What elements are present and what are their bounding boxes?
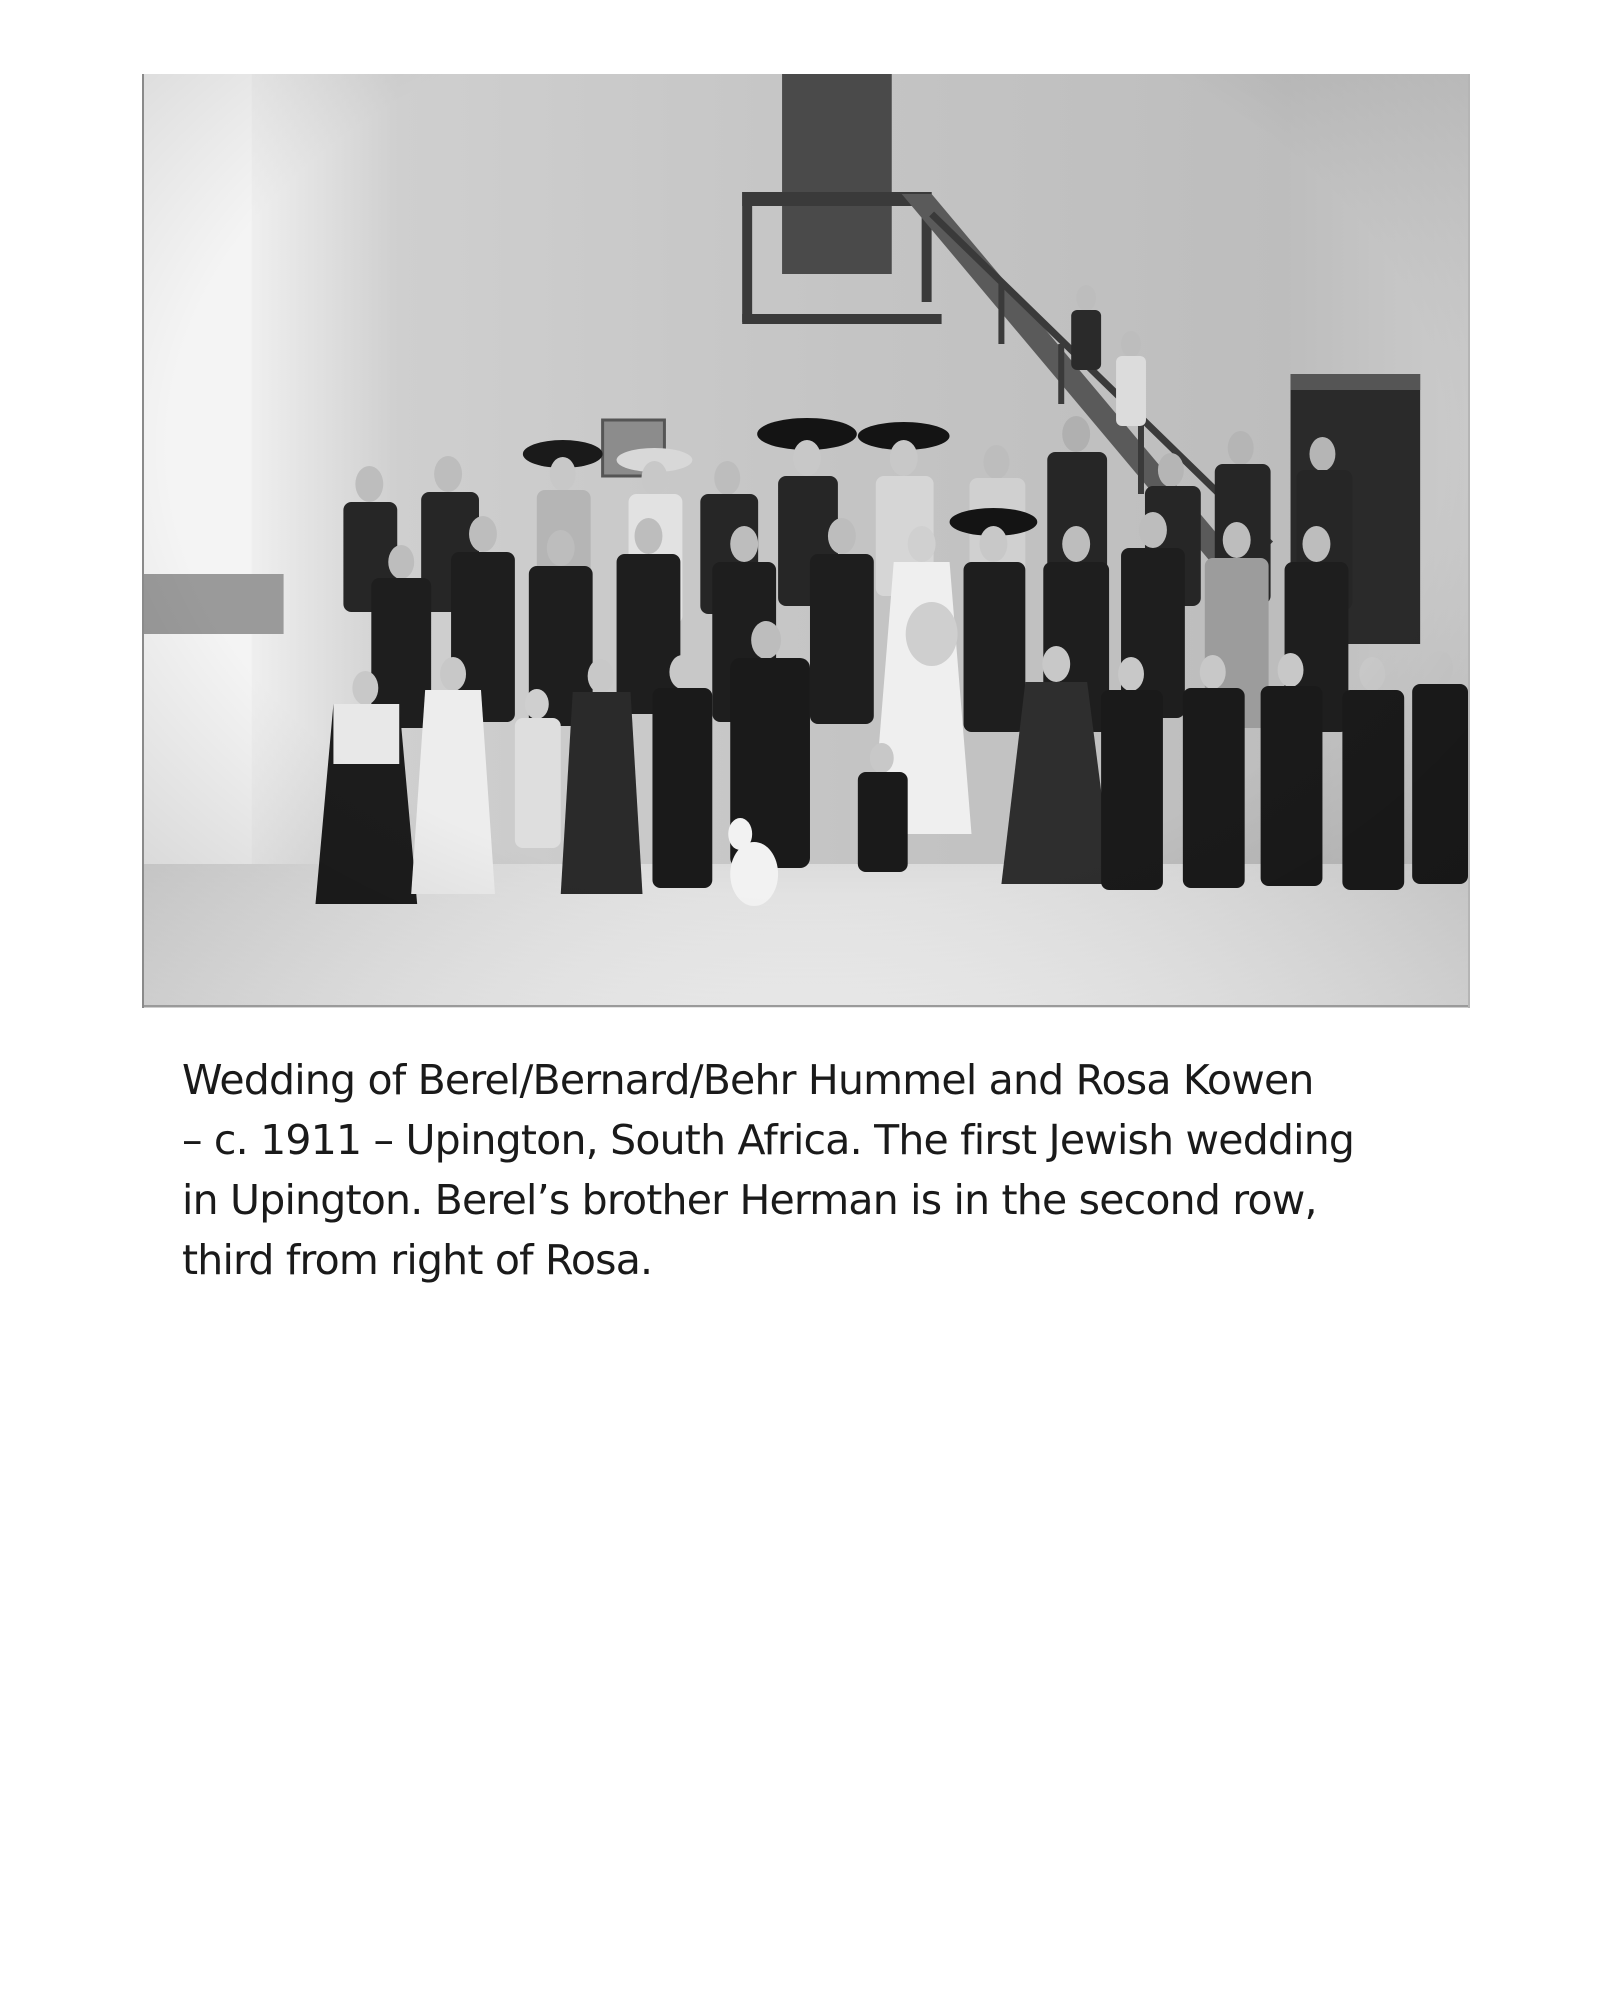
photo-vignette: [144, 74, 1468, 1008]
caption-line-1: Wedding of Berel/Bernard/Behr Hummel and Rosa Kowen: [182, 1056, 1314, 1104]
caption-line-2: – c. 1911 – Upington, South Africa. The first Jewish wedding: [182, 1116, 1355, 1164]
caption-line-3: in Upington. Berel’s brother Herman is in the second row,: [182, 1176, 1317, 1224]
photo-caption: [182, 1050, 1462, 1290]
wedding-photo-illustration: [144, 74, 1468, 1008]
caption-line-4: third from right of Rosa.: [182, 1236, 653, 1284]
wedding-photograph: [142, 74, 1470, 1008]
